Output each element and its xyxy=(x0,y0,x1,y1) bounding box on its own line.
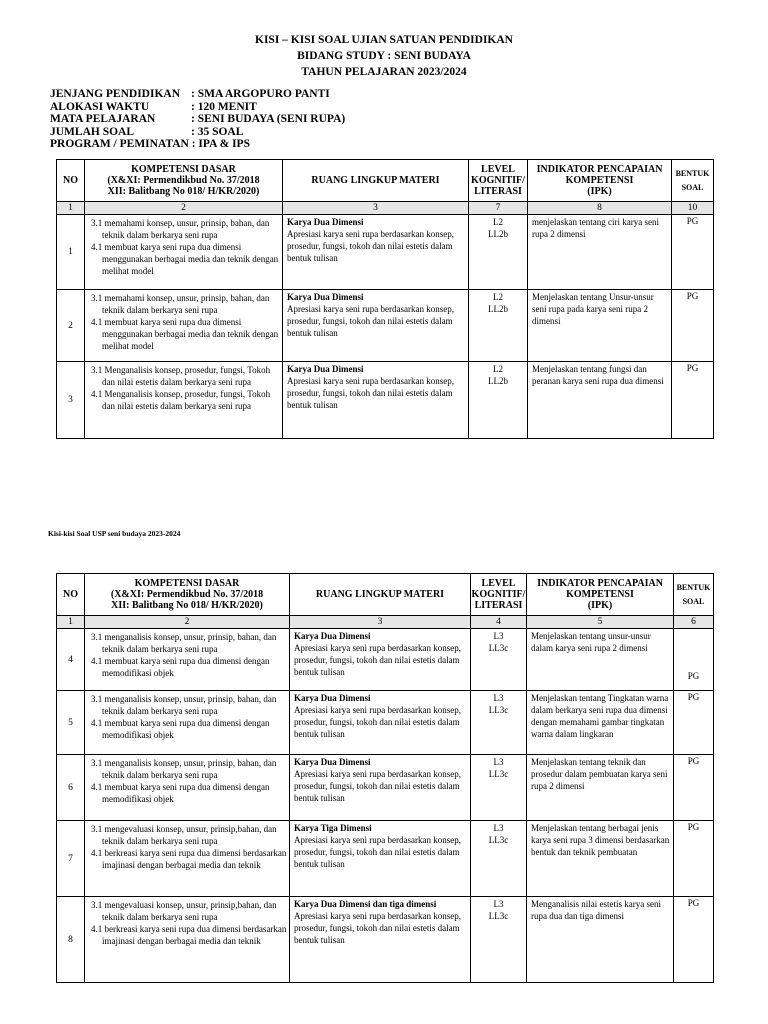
column-number: 7 xyxy=(469,202,528,215)
level-cell xyxy=(469,290,528,362)
indikator-cell: Menjelaskan tentang Tingkatan warna dalam berkarya seni rupa dua dimensi dengan memahami gambar tingkatan warna dalam lingkaran xyxy=(527,691,674,755)
table-header-row xyxy=(57,160,714,202)
col-header-bentuk xyxy=(674,574,714,616)
header-label: BENTUK xyxy=(675,168,710,178)
literasi-code: LL2b xyxy=(488,229,508,239)
row-number: 4 xyxy=(57,629,85,691)
column-number: 2 xyxy=(85,202,283,215)
kompetensi-cell xyxy=(85,290,283,362)
header-label: NO xyxy=(63,589,78,600)
ruang-cell xyxy=(283,215,469,290)
level-code: L3 xyxy=(493,823,504,833)
kd-item: 3.1 memahami konsep, unsur, prinsip, bahan, dan teknik dalam berkarya seni rupa xyxy=(91,293,270,315)
header-label: KOMPETENSI xyxy=(565,175,634,186)
column-number: 1 xyxy=(57,202,85,215)
col-header-kompetensi xyxy=(85,574,290,616)
bentuk-cell: PG xyxy=(674,821,714,897)
kisi-table-1 xyxy=(56,159,714,439)
col-header-kompetensi xyxy=(85,160,283,202)
materi-text: Apresiasi karya seni rupa berdasarkan konsep, prosedur, fungsi, tokoh dan nilai estetis dalam bentuk tulisan xyxy=(294,911,461,945)
column-number: 5 xyxy=(527,616,674,629)
ruang-cell xyxy=(290,755,471,821)
indikator-cell: menjelaskan tentang ciri karya seni rupa 2 dimensi xyxy=(528,215,672,290)
ruang-cell xyxy=(290,897,471,983)
col-header-no xyxy=(57,160,85,202)
col-header-ruang xyxy=(290,574,471,616)
table-row xyxy=(57,362,714,439)
kd-item: 4.1 membuat karya seni rupa dua dimensi menggunakan berbagai media dan teknik dengan melihat model xyxy=(91,242,279,276)
bentuk-cell: PG xyxy=(672,290,714,362)
indikator-cell: Menjelaskan tentang unsur-unsur dalam karya seni rupa 2 dimensi xyxy=(527,629,674,691)
materi-title: Karya Dua Dimensi dan tiga dimensi xyxy=(294,899,437,909)
indikator-cell: Menganalisis nilai estetis karya seni rupa dua dan tiga dimensi xyxy=(527,897,674,983)
literasi-code: LL2b xyxy=(488,304,508,314)
doc-subtitle-tahun: TAHUN PELAJARAN 2023/2024 xyxy=(301,66,467,78)
kompetensi-cell xyxy=(85,821,290,897)
indikator-cell: Menjelaskan tentang berbagai jenis karya seni rupa 3 dimensi berdasarkan bentuk dan teknik pembuatan xyxy=(527,821,674,897)
header-label: LITERASI xyxy=(474,186,522,197)
kd-item: 3.1 memahami konsep, unsur, prinsip, bahan, dan teknik dalam berkarya seni rupa xyxy=(91,218,270,240)
col-header-bentuk xyxy=(672,160,714,202)
meta-program-line: PROGRAM / PEMINATAN : IPA & IPS xyxy=(50,138,250,151)
level-code: L2 xyxy=(493,364,503,374)
meta-label: ALOKASI WAKTU xyxy=(50,100,150,113)
level-code: L3 xyxy=(493,757,504,767)
bentuk-cell: PG xyxy=(674,755,714,821)
kd-item: 4.1 berkreasi karya seni rupa dua dimensi berdasarkan imajinasi dengan berbagai media dan teknik xyxy=(91,848,287,870)
level-cell xyxy=(471,691,527,755)
kisi-table-2 xyxy=(56,573,714,983)
col-header-no xyxy=(57,574,85,616)
table-row xyxy=(57,629,714,691)
row-number: 8 xyxy=(57,897,85,983)
meta-label: JUMLAH SOAL xyxy=(50,125,135,138)
materi-title: Karya Dua Dimensi xyxy=(287,292,364,302)
kompetensi-cell xyxy=(85,215,283,290)
level-code: L2 xyxy=(493,292,503,302)
meta-block xyxy=(50,88,345,151)
header-label: KOMPETENSI xyxy=(566,589,634,600)
header-label: (X&XI: Permendikbud No. 37/2018 xyxy=(110,589,264,600)
materi-text: Apresiasi karya seni rupa berdasarkan konsep, prosedur, fungsi, tokoh dan nilai estetis dalam bentuk tulisan xyxy=(294,643,461,677)
level-code: L3 xyxy=(493,693,504,703)
kd-item: 4.1 berkreasi karya seni rupa dua dimensi berdasarkan imajinasi dengan berbagai media dan teknik xyxy=(91,924,287,946)
literasi-code: LL3c xyxy=(488,911,509,921)
indikator-cell: Menjelaskan tentang teknik dan prosedur dalam pembuatan karya seni rupa 2 dimensi xyxy=(527,755,674,821)
column-number: 3 xyxy=(290,616,471,629)
level-cell xyxy=(469,215,528,290)
col-header-level xyxy=(469,160,528,202)
materi-title: Karya Dua Dimensi xyxy=(294,693,371,703)
row-number: 1 xyxy=(57,215,85,290)
bentuk-cell: PG xyxy=(672,215,714,290)
header-label: INDIKATOR PENCAPAIAN xyxy=(536,164,663,175)
meta-jumlah xyxy=(50,126,345,139)
table-header-row xyxy=(57,574,714,616)
table-row xyxy=(57,821,714,897)
materi-text: Apresiasi karya seni rupa berdasarkan konsep, prosedur, fungsi, tokoh dan nilai estetis dalam bentuk tulisan xyxy=(287,376,454,410)
column-number-row xyxy=(57,616,714,629)
header-label: KOMPETENSI DASAR xyxy=(134,578,240,589)
doc-subtitle-bidang: BIDANG STUDY : SENI BUDAYA xyxy=(297,50,471,62)
header-label: BENTUK xyxy=(676,582,711,592)
meta-label: JENJANG PENDIDIKAN xyxy=(50,88,181,100)
row-number: 2 xyxy=(57,290,85,362)
materi-text: Apresiasi karya seni rupa berdasarkan konsep, prosedur, fungsi, tokoh dan nilai estetis dalam bentuk tulisan xyxy=(287,229,454,263)
meta-mapel xyxy=(50,113,345,126)
header-label: (IPK) xyxy=(587,600,613,611)
kd-item: 4.1 Menganalisis konsep, prosedur, fungsi, Tokoh dan nilai estetis dalam berkarya seni rupa xyxy=(91,389,271,411)
header-label: LEVEL xyxy=(481,578,516,589)
level-code: L3 xyxy=(493,631,504,641)
page-footnote: Kisi-kisi Soal USP seni budaya 2023-2024 xyxy=(48,529,181,538)
meta-label: MATA PELAJARAN xyxy=(50,113,156,126)
kd-item: 3.1 menganalisis konsep, unsur, prinsip, bahan, dan teknik dalam berkarya seni rupa xyxy=(91,758,277,780)
level-code: L2 xyxy=(493,217,503,227)
row-number: 6 xyxy=(57,755,85,821)
level-cell xyxy=(471,629,527,691)
kompetensi-cell xyxy=(85,897,290,983)
header-label: RUANG LINGKUP MATERI xyxy=(311,175,440,186)
header-label: SOAL xyxy=(682,596,705,606)
literasi-code: LL2b xyxy=(488,376,508,386)
kd-item: 4.1 membuat karya seni rupa dua dimensi dengan memodifikasi objek xyxy=(91,782,270,804)
materi-title: Karya Dua Dimensi xyxy=(294,631,371,641)
column-number: 6 xyxy=(674,616,714,629)
meta-value: : SMA ARGOPURO PANTI xyxy=(191,88,330,100)
literasi-code: LL3c xyxy=(488,705,509,715)
header-label: LEVEL xyxy=(481,164,515,175)
meta-jenjang xyxy=(50,88,345,101)
meta-program xyxy=(50,138,345,151)
literasi-code: LL3c xyxy=(488,643,509,653)
col-header-indikator xyxy=(528,160,672,202)
header-label: RUANG LINGKUP MATERI xyxy=(315,589,445,600)
materi-title: Karya Dua Dimensi xyxy=(287,364,364,374)
kd-item: 3.1 mengevaluasi konsep, unsur, prinsip,bahan, dan teknik dalam berkarya seni rupa xyxy=(91,900,277,922)
table-row xyxy=(57,755,714,821)
kompetensi-cell xyxy=(85,362,283,439)
literasi-code: LL3c xyxy=(488,769,509,779)
level-cell xyxy=(471,897,527,983)
meta-value: : 35 SOAL xyxy=(191,125,244,138)
kd-item: 4.1 membuat karya seni rupa dua dimensi dengan memodifikasi objek xyxy=(91,656,270,678)
literasi-code: LL3c xyxy=(488,835,509,845)
column-number-row xyxy=(57,202,714,215)
col-header-indikator xyxy=(527,574,674,616)
table-row xyxy=(57,691,714,755)
header-label: INDIKATOR PENCAPAIAN xyxy=(537,578,663,589)
header-label: SOAL xyxy=(681,182,704,192)
ruang-cell xyxy=(283,362,469,439)
doc-title: KISI – KISI SOAL UJIAN SATUAN PENDIDIKAN xyxy=(255,34,513,46)
bentuk-cell: PG xyxy=(674,691,714,755)
bentuk-cell: PG xyxy=(674,897,714,983)
bentuk-cell: PG xyxy=(674,629,714,691)
column-number: 10 xyxy=(672,202,714,215)
kd-item: 3.1 mengevaluasi konsep, unsur, prinsip,bahan, dan teknik dalam berkarya seni rupa xyxy=(91,824,277,846)
header-label: XII: Balitbang No 018/ H/KR/2020) xyxy=(107,186,260,197)
table-row xyxy=(57,215,714,290)
level-cell xyxy=(469,362,528,439)
column-number: 3 xyxy=(283,202,469,215)
header-label: KOGNITIF/ xyxy=(471,589,526,600)
level-cell xyxy=(471,821,527,897)
col-header-ruang xyxy=(283,160,469,202)
indikator-cell: Menjelaskan tentang fungsi dan peranan karya seni rupa dua dimensi xyxy=(528,362,672,439)
table-row xyxy=(57,290,714,362)
level-code: L3 xyxy=(493,899,504,909)
header-label: NO xyxy=(63,175,78,186)
header-label: (X&XI: Permendikbud No. 37/2018 xyxy=(107,175,260,186)
ruang-cell xyxy=(290,821,471,897)
level-cell xyxy=(471,755,527,821)
ruang-cell xyxy=(290,691,471,755)
materi-title: Karya Dua Dimensi xyxy=(287,217,364,227)
ruang-cell xyxy=(290,629,471,691)
materi-text: Apresiasi karya seni rupa berdasarkan konsep, prosedur, fungsi, tokoh dan nilai estetis dalam bentuk tulisan xyxy=(287,304,454,338)
materi-title: Karya Tiga Dimensi xyxy=(294,823,372,833)
kompetensi-cell xyxy=(85,629,290,691)
meta-value: : SENI BUDAYA (SENI RUPA) xyxy=(191,113,346,126)
materi-text: Apresiasi karya seni rupa berdasarkan konsep, prosedur, fungsi, tokoh dan nilai estetis dalam bentuk tulisan xyxy=(294,769,461,803)
column-number: 8 xyxy=(528,202,672,215)
ruang-cell xyxy=(283,290,469,362)
table-row xyxy=(57,897,714,983)
materi-text: Apresiasi karya seni rupa berdasarkan konsep, prosedur, fungsi, tokoh dan nilai estetis dalam bentuk tulisan xyxy=(294,705,461,739)
kompetensi-cell xyxy=(85,691,290,755)
column-number: 1 xyxy=(57,616,85,629)
bentuk-cell: PG xyxy=(672,362,714,439)
meta-value: : 120 MENIT xyxy=(191,100,257,113)
row-number: 3 xyxy=(57,362,85,439)
header-label: LITERASI xyxy=(474,600,523,611)
materi-text: Apresiasi karya seni rupa berdasarkan konsep, prosedur, fungsi, tokoh dan nilai estetis dalam bentuk tulisan xyxy=(294,835,461,869)
indikator-cell: Menjelaskan tentang Unsur-unsur seni rupa pada karya seni rupa 2 dimensi xyxy=(528,290,672,362)
materi-title: Karya Dua Dimensi xyxy=(294,757,371,767)
col-header-level xyxy=(471,574,527,616)
header-label: (IPK) xyxy=(587,186,612,197)
kd-item: 3.1 Menganalisis konsep, prosedur, fungsi, Tokoh dan nilai estetis dalam berkarya seni rupa xyxy=(91,365,271,387)
column-number: 4 xyxy=(471,616,527,629)
kompetensi-cell xyxy=(85,755,290,821)
kd-item: 3.1 menganalisis konsep, unsur, prinsip, bahan, dan teknik dalam berkarya seni rupa xyxy=(91,632,277,654)
header-label: KOMPETENSI DASAR xyxy=(131,164,236,175)
row-number: 7 xyxy=(57,821,85,897)
header-label: KOGNITIF/ xyxy=(471,175,525,186)
kd-item: 4.1 membuat karya seni rupa dua dimensi dengan memodifikasi objek xyxy=(91,718,270,740)
header-label: XII: Balitbang No 018/ H/KR/2020) xyxy=(111,600,263,611)
kd-item: 4.1 membuat karya seni rupa dua dimensi menggunakan berbagai media dan teknik dengan melihat model xyxy=(91,317,279,351)
kd-item: 3.1 menganalisis konsep, unsur, prinsip, bahan, dan teknik dalam berkarya seni rupa xyxy=(91,694,277,716)
column-number: 2 xyxy=(85,616,290,629)
row-number: 5 xyxy=(57,691,85,755)
meta-alokasi xyxy=(50,101,345,114)
